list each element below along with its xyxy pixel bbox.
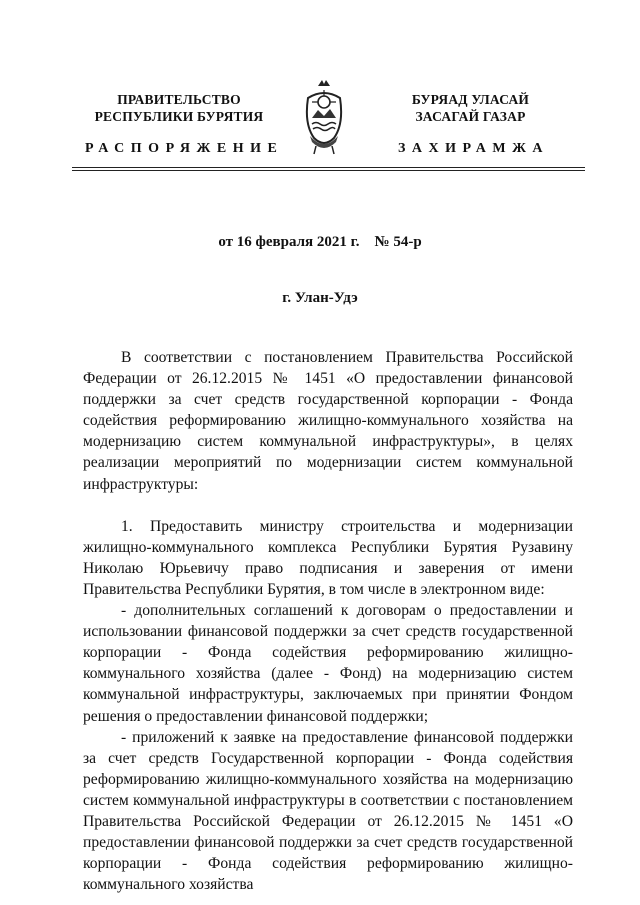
document-body <box>83 347 573 895</box>
government-header-buryat-line2: ЗАСАГАЙ ГАЗАР <box>415 109 526 124</box>
government-header-line1: ПРАВИТЕЛЬСТВО <box>117 92 241 107</box>
paragraph-list-item-1: - дополнительных соглашений к договорам о предоставлении и использовании финансовой поддержки за счет средств государственной корпорации - Фонда содействия реформированию жилищно-коммунального хозяйства (далее - Фонд) на модернизацию систем коммунальной инфраструктуры, заключаемых при принятии Фондом решения о предоставлении финансовой поддержки; <box>83 602 573 725</box>
government-header-buryat <box>388 91 553 125</box>
government-header <box>84 91 274 125</box>
paragraph-clause-1: 1. Предоставить министру строительства и модернизации жилищно-коммунального комплекса Республики Бурятия Рузавину Николаю Юрьевичу право подписания и заверения от имени Правительства Республики Бурятия, в том числе в электронном виде: <box>83 517 573 598</box>
header-divider-top <box>72 167 585 168</box>
coat-of-arms-buryatia-icon <box>300 76 348 156</box>
document-date-number: от 16 февраля 2021 г. № 54-р <box>218 234 422 250</box>
paragraph-list-item-2: - приложений к заявке на предоставление финансовой поддержки за счет средств Государственной корпорации - Фонда содействия реформированию жилищно-коммунального хозяйства на модернизацию систем коммунальной инфраструктуры в соответствии с постановлением Правительства Российской Федерации от 26.12.2015 № 1451 «О предоставлении финансовой поддержки за счет средств государственной корпорации - Фонда содействия реформированию жилищно-коммунального хозяйства <box>83 728 573 894</box>
document-type-title-buryat: ЗАХИРАМЖА <box>398 141 550 156</box>
paragraph-preamble: В соответствии с постановлением Правительства Российской Федерации от 26.12.2015 № 1451 «О предоставлении финансовой поддержки за счет средств государственной корпорации - Фонда содействия реформированию жилищно-коммунального хозяйства на модернизацию систем коммунальной инфраструктуры», в целях реализации мероприятий по модернизации систем коммунальной инфраструктуры: <box>83 349 573 493</box>
document-type-title: РАСПОРЯЖЕНИЕ <box>85 141 284 156</box>
document-city: г. Улан-Удэ <box>282 290 358 306</box>
header-divider-bottom <box>72 170 585 171</box>
government-header-buryat-line1: БУРЯАД УЛАСАЙ <box>411 92 530 107</box>
government-header-line2: РЕСПУБЛИКИ БУРЯТИЯ <box>94 109 264 124</box>
